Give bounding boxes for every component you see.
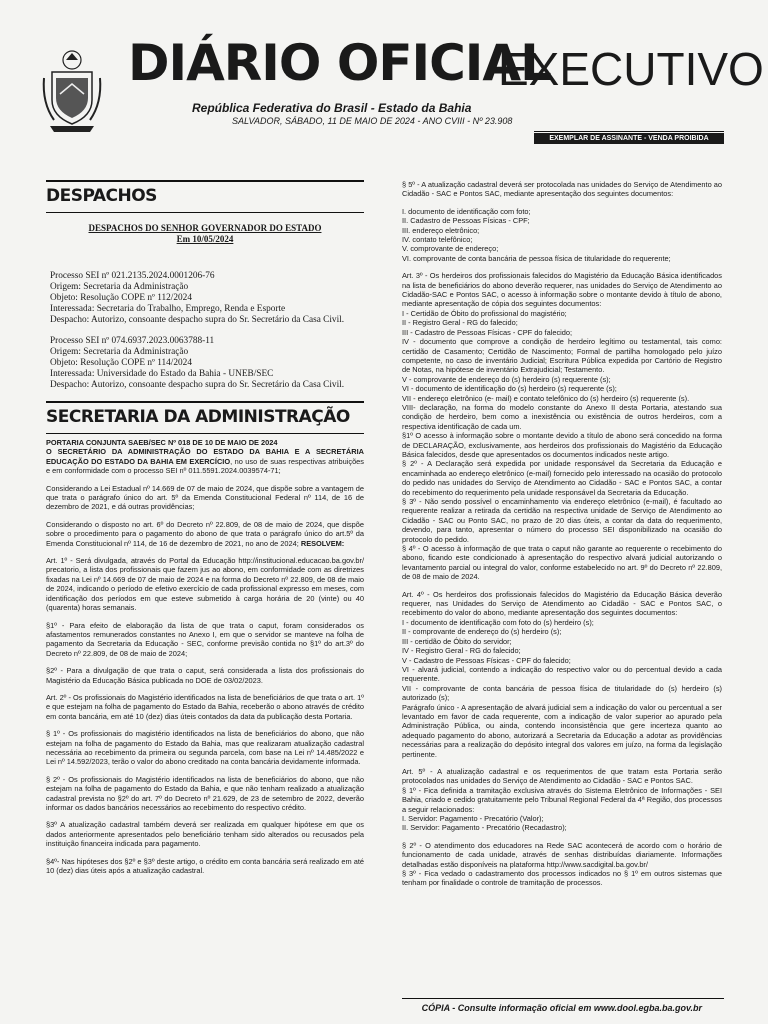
document-list xyxy=(402,207,722,263)
list-item: III - Cadastro de Pessoas Físicas - CPF do falecido; xyxy=(402,327,573,337)
masthead xyxy=(0,0,768,150)
paragraph: § 2º - O atendimento dos educadores na Rede SAC acontecerá de acordo com o horário de funcionamento de cada unidade, através de senhas distribuídas diariamente. Informações detalhadas estão disponíveis na plataforma http://www.sacdigital.ba.gov.br/ xyxy=(402,840,722,869)
paragraph: § 1º - Os profissionais do magistério identificados na lista de beneficiários do abono, que não estejam na folha de pagamento do Estado da Bahia, mas que realizaram atualização cadastral necessária ao recebimento da primeira ou segunda parcela, com base na Lei nº 14.485/2022 e Lei nº 14.592/2023, terão o valor do abono creditado na conta bancária devidamente informada. xyxy=(46,729,364,767)
list-item: V - comprovante de endereço do (s) herdeiro (s) requerente (s); xyxy=(402,374,611,384)
list-item: I. Servidor: Pagamento - Precatório (Valor); xyxy=(402,814,544,823)
list-item: VI. comprovante de conta bancária de pessoa física de titularidade do requerente; xyxy=(402,253,671,263)
paragraph: Parágrafo único - A apresentação de alvará judicial sem a indicação do valor ou percentual a ser levantado em favor de cada requerente, com a indicação de valor superior ao apurado pela Administração Pública, ou ainda, contendo inconsistência que gere incerteza quanto ao adequado pagamento do abono, autorizará a Secretaria da Educação a adotar as providências necessárias para a realização do depósito integral dos valores em juízo, na forma da legislação pertinente. xyxy=(402,702,722,759)
portaria-title: PORTARIA CONJUNTA SAEB/SEC Nº 018 DE 10 DE MAIO DE 2024 xyxy=(46,438,278,447)
list-item: VII - comprovante de conta bancária de pessoa física de titularidade do (s) herdeiro (s) autorizado (s); xyxy=(402,683,722,703)
list-item: I. documento de identificação com foto; xyxy=(402,206,531,216)
list-item: IV. contato telefônico; xyxy=(402,235,473,245)
document-list xyxy=(402,618,722,703)
list-item: VII - endereço eletrônico (e- mail) e contato telefônico do (s) herdeiro (s) requerente (s). xyxy=(402,393,690,403)
section-divider xyxy=(46,401,364,403)
paragraph: § 4º - O acesso à informação de que trata o caput não garante ao requerente o recebimento do abono, ficando este condicionado à apresentação do respectivo alvará judicial autorizando o levantamento parcial ou integral do valor, conforme estabelecido no art. 9º do Decreto nº 22.809, de 08 de maio de 2024. xyxy=(402,544,722,582)
list-item: I - Certidão de Óbito do profissional do magistério; xyxy=(402,308,567,318)
paragraph: § 5º - A atualização cadastral deverá ser protocolada nas unidades do Serviço de Atendimento ao Cidadão - SAC e Pontos SAC, mediante apresentação dos seguintes documentos: xyxy=(402,180,722,199)
portaria-intro: O SECRETÁRIO DA ADMINISTRAÇÃO DO ESTADO DA BAHIA E A SECRETÁRIA EDUCAÇÃO DO ESTADO DA BAHIA EM EXERCÍCIO, no uso de suas respectivas atribuições e em conformidade com o processo SEI nº 011.5591.2024.0039574-71; xyxy=(46,447,364,476)
list-item: IV - documento que comprove a condição de herdeiro legítimo ou testamental, tais como: certidão de Casamento; Certidão de Nascimento; Formal de partilha homologado pelo juízo competente, no caso de inventário Judicial; Escritura Pública expedida por Cartório de Registro de Notas, na hipótese de inventário Extrajudicial; Testamento. xyxy=(402,337,722,375)
paragraph: § 1º - Fica definida a tramitação exclusiva através do Sistema Eletrônico de Informações - SEI Bahia, criado e cedido gratuitamente pelo Tribunal Regional Federal da 4ª Região, dos processos a seguir relacionados: xyxy=(402,785,722,814)
list-item: III - certidão de Óbito do servidor; xyxy=(402,636,512,646)
paragraph: Art. 5º - A atualização cadastral e os requerimentos de que tratam esta Portaria serão protocolados nas unidades do Serviço de Atendimento ao Cidadão - SAC e Pontos SAC. xyxy=(402,766,722,786)
bahia-coat-of-arms-icon xyxy=(40,48,104,134)
left-column xyxy=(46,180,364,883)
republic-line: República Federativa do Brasil - Estado da Bahia xyxy=(192,101,472,115)
process-block: Processo SEI nº 021.2135.2024.0001206-76 Origem: Secretaria da Administração Objeto: Resolução COPE nº 112/2024 Interessada: Secretaria do Trabalho, Emprego, Renda e Esporte Despacho: Autorizo, consoante despacho supra do Sr. Secretário da Casa Civil. xyxy=(50,271,345,325)
list-item: II - comprovante de endereço do (s) herdeiro (s); xyxy=(402,627,562,637)
right-column xyxy=(402,180,722,888)
list-item: I - documento de identificação com foto do (s) herdeiro (s); xyxy=(402,617,594,627)
list-item: V. comprovante de endereço; xyxy=(402,244,499,254)
paragraph: § 3º - Fica vedado o cadastramento dos processos indicados no § 1º em outros sistemas que tenham por finalidade o controle de tramitação de processos. xyxy=(402,869,722,888)
newspaper-title: DIÁRIO OFICIAL xyxy=(128,34,551,92)
list-item: IV - Registro Geral - RG do falecido; xyxy=(402,646,521,656)
paragraph: Art. 3º - Os herdeiros dos profissionais falecidos do Magistério da Educação Básica identificados na lista de beneficiários do abono deverão requerer, nas unidades do Serviço de Atendimento ao Cidadão-SAC e Pontos SAC, o acesso à informação sobre o montante devido à título de abono, mediante apresentação de cópia dos seguintes documentos: xyxy=(402,271,722,309)
section-divider xyxy=(46,212,364,213)
paragraph: Art. 1º - Será divulgada, através do Portal da Educação http://institucional.educacao.ba.gov.br/ precatorio, a lista dos profissionais que fazem jus ao abono, em conformidade com as diretrizes fixadas na Lei nº 14.669 de 07 de maio de 2024 e na forma do Decreto nº 22.809, de 08 de maio de 2024, indicando o período de efetivo exercício de cada profissional expresso em meses, com identificação dos períodos em que esteve submetido à carga horária de 20 (vinte) ou 40 (quarenta) horas semanais. xyxy=(46,556,364,613)
newspaper-subtitle: EXECUTIVO xyxy=(498,43,764,95)
header-divider xyxy=(534,131,724,132)
paragraph: Considerando a Lei Estadual nº 14.669 de 07 de maio de 2024, que dispõe sobre a vantagem de que trata o parágrafo único do art. 5º da Emenda Constitucional Federal nº 114, de 16 de dezembro de 2021, e dá outras providências; xyxy=(46,483,364,512)
list-item: II. Servidor: Pagamento - Precatório (Recadastro); xyxy=(402,823,567,833)
list-item: III. endereço eletrônico; xyxy=(402,225,480,235)
section-divider xyxy=(46,433,364,434)
process-type-list xyxy=(402,814,722,833)
despachos-heading: DESPACHOS DO SENHOR GOVERNADOR DO ESTADO Em 10/05/2024 xyxy=(88,223,322,244)
paragraph: §4º- Nas hipóteses dos §2º e §3º deste artigo, o crédito em conta bancária será realizado em até 10 (dez) dias úteis após a atualização cadastral. xyxy=(46,856,364,876)
paragraph: Art. 2º - Os profissionais do Magistério identificados na lista de beneficiários de que trata o art. 1º e que estejam na folha de pagamento do Estado da Bahia, receberão o abono através de crédito em conta bancária, em até 10 (dez) dias úteis contados da data da publicação desta Portaria. xyxy=(46,692,364,721)
section-title-administracao: SECRETARIA DA ADMINISTRAÇÃO xyxy=(46,407,350,427)
footer-divider xyxy=(402,998,724,999)
list-item: II. Cadastro de Pessoas Físicas - CPF; xyxy=(402,216,530,226)
section-divider xyxy=(46,180,364,182)
paragraph: § 2º - A Declaração será expedida por unidade responsável da Secretaria da Educação e encaminhada ao endereço eletrônico (e-mail) fornecido pelo interessado na ocasião do protocolo do pedido nas unidades do Serviço de Atendimento ao Cidadão - SAC e Pontos SAC, a contar do recebimento do requerimento pela unidade responsável da Secretaria da Educação. xyxy=(402,459,722,497)
list-item: V - Cadastro de Pessoas Físicas - CPF do falecido; xyxy=(402,655,571,665)
paragraph: §3º A atualização cadastral também deverá ser realizada em qualquer hipótese em que os dados anteriormente apresentados pelo beneficiário tenham sido alterados ou recusados pela instituição financeira indicada para pagamento. xyxy=(46,820,364,849)
list-item: VI - alvará judicial, contendo a indicação do respectivo valor ou do percentual devido a cada requerente. xyxy=(402,664,722,684)
dateline: SALVADOR, SÁBADO, 11 DE MAIO DE 2024 - ANO CVIII - Nº 23.908 xyxy=(232,116,513,126)
document-list xyxy=(402,309,722,431)
paragraph: Art. 4º - Os herdeiros dos profissionais falecidos do Magistério da Educação Básica deverão requerer, nas Unidades do Serviço de Atendimento ao Cidadão - SAC e Pontos SAC, o recebimento do valor do abono, mediante apresentação dos seguintes documentos: xyxy=(402,589,722,618)
paragraph: § 2º - Os profissionais do Magistério identificados na lista de beneficiários do abono, que não estejam na folha de pagamento do Estado da Bahia, e que não tenham realizado a atualização cadastral prevista no §2º do art. 7º do Decreto nº 21.629, de 23 de setembro de 2022, deverão informar os dados bancários necessários ao recebimento do respectivo crédito. xyxy=(46,774,364,812)
paragraph: § 3º - Não sendo possível o encaminhamento via endereço eletrônico (e-mail), é facultado ao requerente realizar a retirada da certidão na respectiva unidade de Serviço de Atendimento ao Cidadão - SAC ou Ponto SAC, no prazo de 20 dias úteis, a contar da data do requerimento, devendo, para tanto, apresentar o número do processo SEI disponibilizado na ocasião do protocolo do pedido. xyxy=(402,497,722,544)
footer-copy-notice: CÓPIA - Consulte informação oficial em www.dool.egba.ba.gov.br xyxy=(421,1003,702,1013)
paragraph: §1º O acesso à informação sobre o montante devido a título de abono será concedido na forma de DECLARAÇÃO, exclusivamente, aos herdeiros dos profissionais do Magistério da Educação Básica falecidos, desde que apresentados os documentos indicados neste artigo. xyxy=(402,431,722,459)
paragraph: §1º - Para efeito de elaboração da lista de que trata o caput, foram considerados os afastamentos remunerados constantes no Anexo I, em que o servidor se manteve na folha de pagamento da Secretaria da Educação - SEC, conforme previsão contida no §1º do art.3º do Decreto nº 22.809, de 08 de maio de 2024; xyxy=(46,620,364,658)
list-item: II - Registro Geral - RG do falecido; xyxy=(402,318,518,328)
section-title-despachos: DESPACHOS xyxy=(46,186,157,206)
list-item: VIII- declaração, na forma do modelo constante do Anexo II desta Portaria, atestando sua condição de herdeiro, bem como a inexistência ou existência de outros herdeiros, com a respectiva identificação de cada um. xyxy=(402,402,722,431)
paragraph: Considerando o disposto no art. 6º do Decreto nº 22.809, de 08 de maio de 2024, que dispõe sobre o procedimento para o pagamento do abono de que trata o parágrafo único do art.5º da Emenda Constitucional nº 114, de 16 de dezembro de 2021, no ano de 2024; RESOLVEM: xyxy=(46,519,364,548)
list-item: VI - documento de identificação do (s) herdeiro (s) requerente (s); xyxy=(402,384,617,394)
subscriber-badge: EXEMPLAR DE ASSINANTE - VENDA PROIBIDA xyxy=(534,133,724,144)
paragraph: §2º - Para a divulgação de que trata o caput, será considerada a lista dos profissionais do Magistério da Educação Básica publicada no DOE de 03/02/2023. xyxy=(46,666,364,685)
process-block: Processo SEI nº 074.6937.2023.0063788-11 Origem: Secretaria da Administração Objeto: Resolução COPE nº 114/2024 Interessada: Universidade do Estado da Bahia - UNEB/SEC Despacho: Autorizo, consoante despacho supra do Sr. Secretário da Casa Civil. xyxy=(50,336,345,390)
